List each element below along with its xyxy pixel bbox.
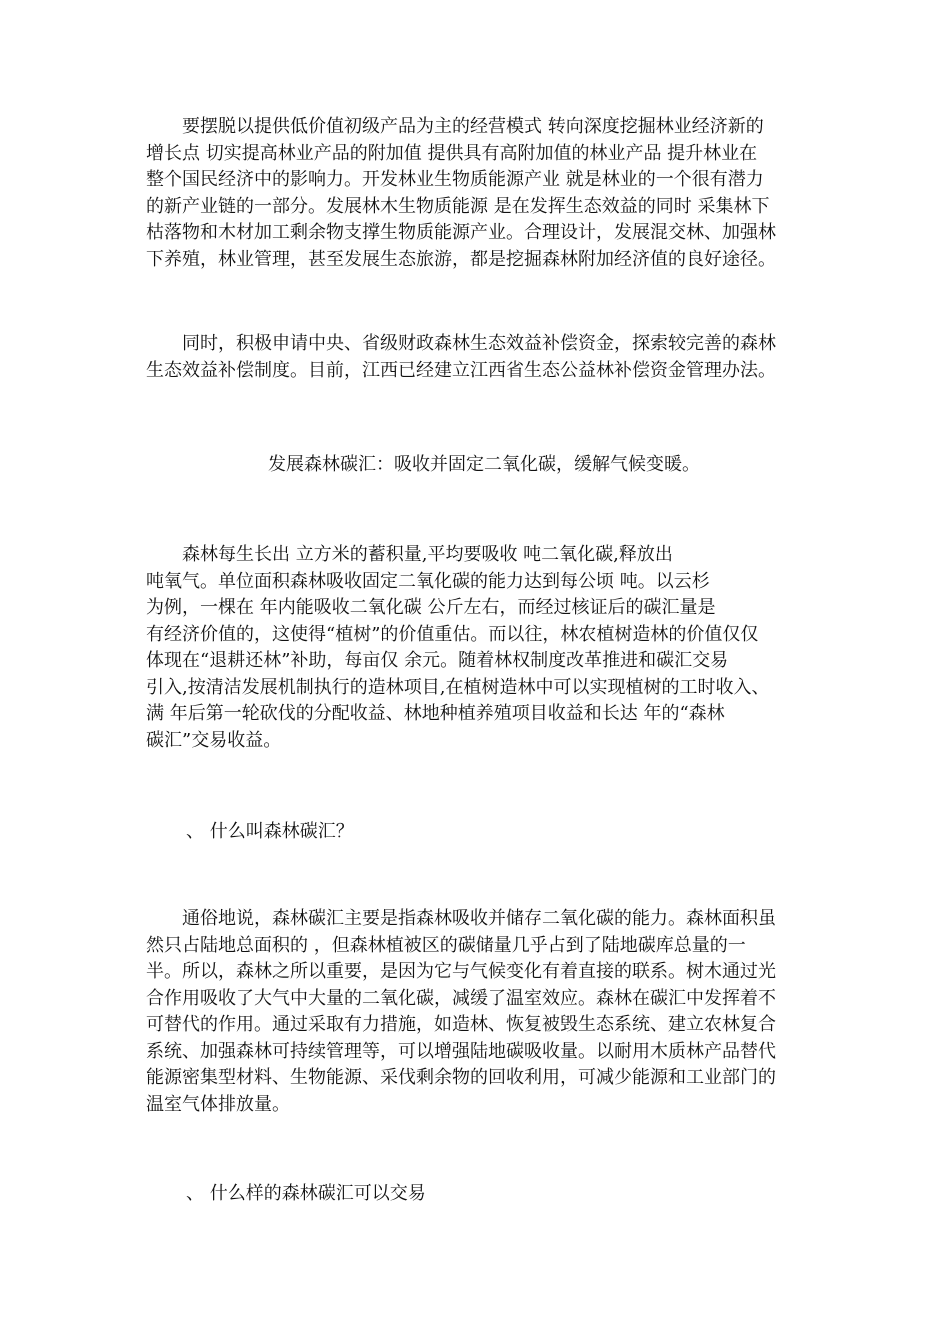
paragraph-line: 通俗地说，森林碳汇主要是指森林吸收并储存二氧化碳的能力。森林面积虽	[182, 908, 776, 929]
paragraph-line: 枯落物和木材加工剩余物支撑生物质能源产业。合理设计，发展混交林、加强林	[146, 222, 776, 243]
paragraph-line: 半。所以，森林之所以重要，是因为它与气候变化有着直接的联系。树木通过光	[146, 961, 776, 982]
paragraph-line: 同时，积极申请中央、省级财政森林生态效益补偿资金，探索较完善的森林	[182, 333, 776, 354]
paragraph-line: 下养殖，林业管理，甚至发展生态旅游，都是挖掘森林附加经济值的良好途径。	[146, 248, 776, 270]
paragraph-compensation	[146, 331, 806, 384]
paragraph-line: 生态效益补偿制度。目前，江西已经建立江西省生态公益林补偿资金管理办法。	[146, 359, 776, 381]
paragraph-line: 要摆脱以提供低价值初级产品为主的经营模式 转向深度挖掘林业经济新的	[182, 116, 764, 137]
paragraph-line: 满 年后第一轮砍伐的分配收益、林地种植养殖项目收益和长达 年的“森林	[146, 703, 725, 724]
question-heading-tradeable-carbon-sink: 、 什么样的森林碳汇可以交易	[186, 1183, 426, 1204]
paragraph-line: 能源密集型材料、生物能源、采伐剩余物的回收利用，可减少能源和工业部门的	[146, 1067, 776, 1088]
paragraph-line: 引入,按清洁发展机制执行的造林项目,在植树造林中可以实现植树的工时收入、	[146, 676, 770, 698]
section-heading-carbon-sink: 发展森林碳汇：吸收并固定二氧化碳，缓解气候变暖。	[268, 454, 700, 475]
paragraph-economic-model	[146, 114, 806, 273]
paragraph-carbon-value	[146, 542, 806, 754]
paragraph-line: 吨氧气。单位面积森林吸收固定二氧化碳的能力达到每公顷 吨。以云杉	[146, 570, 710, 592]
paragraph-line: 温室气体排放量。	[146, 1093, 290, 1115]
paragraph-line: 增长点 切实提高林业产品的附加值 提供具有高附加值的林业产品 提升林业在	[146, 142, 758, 164]
paragraph-line: 碳汇”交易收益。	[146, 729, 282, 751]
paragraph-line: 的新产业链的一部分。发展林木生物质能源 是在发挥生态效益的同时 采集林下	[146, 195, 770, 217]
paragraph-line: 森林每生长出 立方米的蓄积量,平均要吸收 吨二氧化碳,释放出	[182, 544, 673, 565]
paragraph-line: 为例，一棵在 年内能吸收二氧化碳 公斤左右，而经过核证后的碳汇量是	[146, 597, 716, 618]
paragraph-definition	[146, 906, 806, 1118]
paragraph-line: 体现在“退耕还林”补助，每亩仅 余元。随着林权制度改革推进和碳汇交易	[146, 650, 729, 671]
paragraph-line: 可替代的作用。通过采取有力措施，如造林、恢复被毁生态系统、建立农林复合	[146, 1014, 776, 1035]
paragraph-line: 合作用吸收了大气中大量的二氧化碳，减缓了温室效应。森林在碳汇中发挥着不	[146, 987, 776, 1009]
paragraph-line: 系统、加强森林可持续管理等，可以增强陆地碳吸收量。以耐用木质林产品替代	[146, 1040, 776, 1062]
paragraph-line: 整个国民经济中的影响力。开发林业生物质能源产业 就是林业的一个很有潜力	[146, 169, 764, 190]
paragraph-line: 有经济价值的，这使得“植树”的价值重估。而以往，林农植树造林的价值仅仅	[146, 623, 759, 645]
question-heading-what-is-carbon-sink: 、 什么叫森林碳汇？	[186, 821, 354, 842]
paragraph-line: 然只占陆地总面积的 ，但森林植被区的碳储量几乎占到了陆地碳库总量的一	[146, 934, 746, 956]
